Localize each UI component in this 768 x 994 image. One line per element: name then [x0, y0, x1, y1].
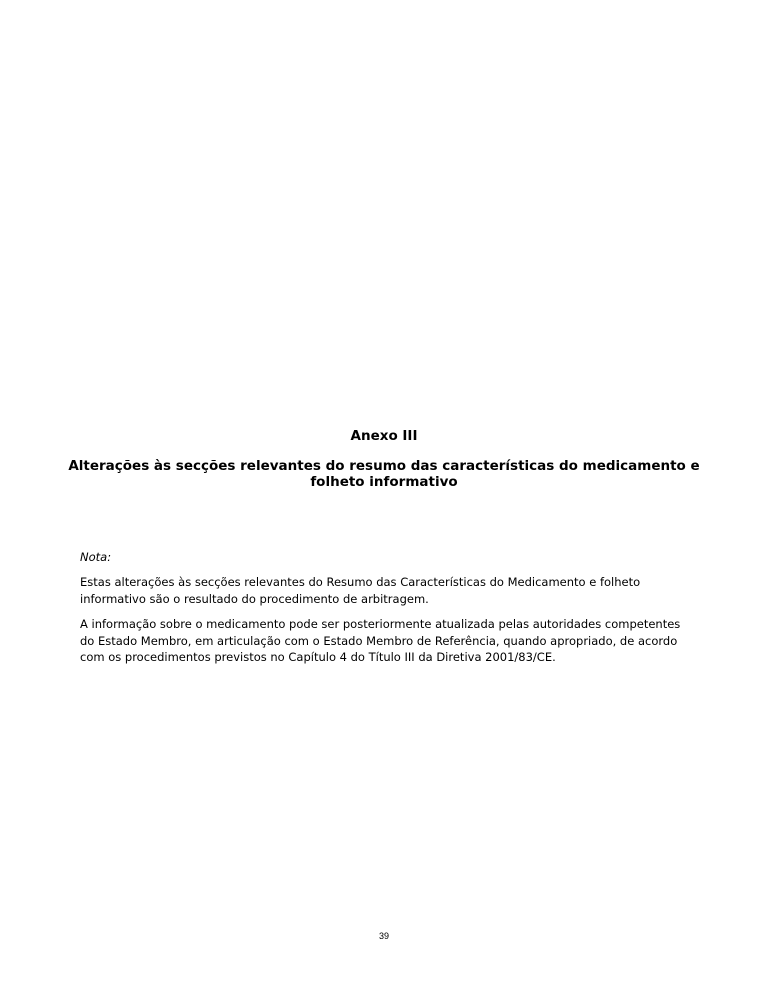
annex-title: Anexo III [350, 428, 418, 444]
note-label: Nota: [80, 550, 112, 564]
note-paragraph-1: Estas alterações às secções relevantes do Resumo das Características do Medicamento e folheto informativo são o resultado do procedimento de arbitragem. [80, 575, 641, 606]
page-number: 39 [378, 931, 389, 941]
annex-subtitle: Alterações às secções relevantes do resumo das características do medicamento e folheto informativo [68, 458, 700, 490]
note-paragraph-2: A informação sobre o medicamento pode ser posteriormente atualizada pelas autoridades competentes do Estado Membro, em articulação com o Estado Membro de Referência, quando apropriado, de acordo com os procedimentos previstos no Capítulo 4 do Título III da Diretiva 2001/83/CE. [80, 617, 681, 664]
